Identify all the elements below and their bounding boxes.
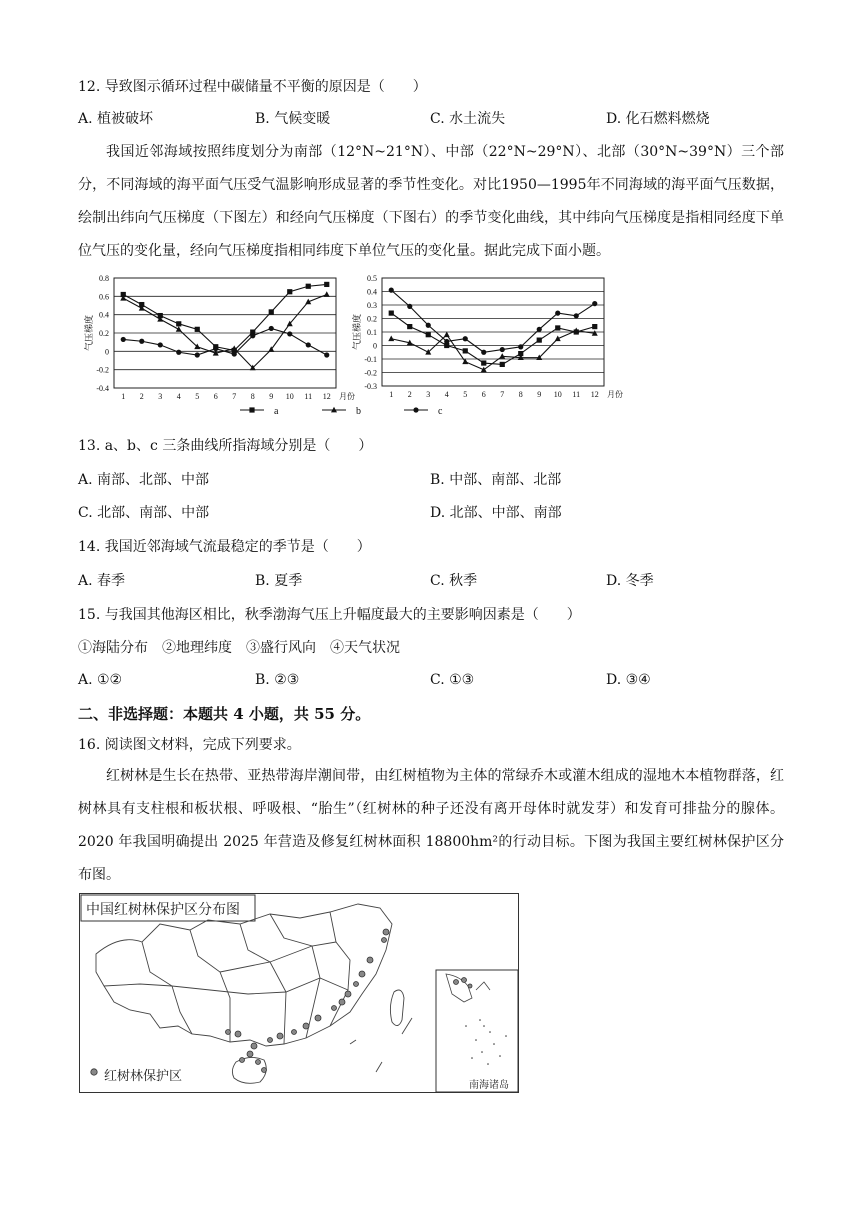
chart-legend	[240, 406, 443, 417]
right-series-c-point	[389, 288, 394, 293]
left-series-c-point	[232, 351, 237, 356]
right-series-a-point	[592, 324, 597, 329]
right-xtick-label: 11	[572, 390, 581, 399]
left-series-c-point	[250, 333, 255, 338]
right-series-c-line	[391, 290, 595, 352]
right-series-a-point	[389, 311, 394, 316]
left-xtick-label: 10	[285, 392, 294, 401]
map-drawing	[80, 894, 518, 1092]
right-xtick-label: 5	[463, 390, 468, 399]
right-ytick-label: -0.3	[364, 382, 377, 391]
left-series-c-point	[287, 331, 292, 336]
left-series-c-point	[269, 326, 274, 331]
left-series-a-point	[324, 282, 329, 287]
q15-option-a: A. ①②	[78, 672, 123, 688]
left-series-c-point	[324, 352, 329, 357]
legend-marker-c	[413, 407, 418, 412]
right-series-a-point	[426, 332, 431, 337]
q14-option-b: B. 夏季	[255, 573, 303, 589]
left-series-a-point	[195, 327, 200, 332]
right-series-c-point	[555, 311, 560, 316]
right-series-b-point	[499, 353, 505, 359]
right-ytick-label: 0.2	[367, 314, 377, 324]
right-series-a-point	[481, 360, 486, 365]
left-xtick-label: 6	[213, 392, 218, 401]
left-xtick-label: 7	[232, 392, 237, 401]
q12-stem: 12. 导致图示循环过程中碳储量不平衡的原因是（ ）	[78, 79, 427, 95]
left-series-a-line	[123, 284, 327, 350]
left-series-a-point	[176, 321, 181, 326]
left-ytick-label: 0.2	[99, 329, 109, 338]
inset-label: 南海诸岛	[469, 1080, 509, 1091]
right-series-c-point	[574, 313, 579, 318]
q13-stem: 13. a、b、c 三条曲线所指海域分别是（ ）	[78, 438, 373, 454]
legend-label-c: c	[438, 406, 443, 417]
left-ytick-label: -0.4	[96, 384, 109, 393]
left-ytick-label: 0.4	[99, 310, 109, 320]
right-series-c-point	[407, 304, 412, 309]
pressure-gradient-charts	[0, 268, 860, 428]
legend-label-b: b	[356, 406, 361, 417]
right-xtick-label: 4	[444, 390, 449, 399]
q15-option-b: B. ②③	[255, 672, 300, 688]
right-series-a-point	[555, 325, 560, 330]
q12-option-d: D. 化石燃料燃烧	[606, 111, 710, 127]
right-xtick-label: 6	[481, 390, 486, 399]
right-series-a-point	[407, 324, 412, 329]
right-ytick-label: -0.1	[364, 355, 377, 364]
province-boundaries	[96, 904, 412, 1083]
zonal-gradient-chart	[83, 274, 355, 401]
q15-option-d: D. ③④	[606, 672, 651, 688]
right-series-c-point	[463, 336, 468, 341]
left-ytick-label: 0.6	[99, 292, 109, 302]
right-ytick-label: 0	[373, 341, 377, 351]
left-ylabel: 气压梯度	[84, 314, 94, 352]
left-series-c-point	[158, 342, 163, 347]
left-series-c-point	[139, 339, 144, 344]
right-xtick-label: 12	[590, 390, 599, 399]
right-ytick-label: 0.1	[367, 328, 377, 337]
left-xtick-label: 5	[195, 392, 200, 401]
q12-option-c: C. 水土流失	[430, 111, 506, 127]
right-series-a-point	[463, 348, 468, 353]
legend-label-a: a	[274, 406, 279, 417]
left-ytick-label: -0.2	[96, 365, 109, 375]
left-xtick-label: 11	[304, 392, 313, 401]
q13-option-a: A. 南部、北部、中部	[78, 472, 210, 488]
right-series-a-point	[537, 338, 542, 343]
left-series-a-point	[306, 284, 311, 289]
left-series-a-point	[287, 289, 292, 294]
q13-option-c: C. 北部、南部、中部	[78, 505, 210, 521]
legend-marker-a	[249, 407, 254, 412]
q15-stem: 15. 与我国其他海区相比，秋季渤海气压上升幅度最大的主要影响因素是（ ）	[78, 607, 581, 623]
left-series-a-point	[269, 309, 274, 314]
right-series-c-point	[426, 323, 431, 328]
right-series-c-point	[481, 350, 486, 355]
q12-option-a: A. 植被破坏	[78, 111, 154, 127]
q14-stem: 14. 我国近邻海域气流最稳定的季节是（ ）	[78, 539, 371, 555]
reserve-markers	[91, 929, 472, 1075]
q15-factors: ①海陆分布 ②地理纬度 ③盛行风向 ④天气状况	[78, 640, 400, 656]
material-paragraph: 我国近邻海域按照纬度划分为南部（12°N~21°N）、中部（22°N~29°N）、北部（30°N~39°N）三个部分，不同海域的海平面气压受气温影响形成显著的季节性变化。对比1950—1995年不同海域的海平面气压数据，绘制出纬向气压梯度（下图左）和经向气压梯度（下图右）的季节变化曲线，其中纬向气压梯度是指相同经度下单位气压的变化量，经向气压梯度指相同纬度下单位气压的变化量。据此完成下面小题。	[78, 144, 784, 259]
q15-option-c: C. ①③	[430, 672, 475, 688]
right-series-c-point	[444, 339, 449, 344]
right-series-a-point	[500, 362, 505, 367]
right-xunit-label: 月份	[607, 390, 623, 399]
left-ytick-label: 0.8	[99, 274, 109, 283]
left-xtick-label: 8	[250, 392, 255, 401]
left-series-b-point	[324, 291, 330, 297]
left-xtick-label: 1	[121, 392, 126, 401]
right-xtick-label: 1	[389, 390, 394, 399]
section-heading: 二、非选择题：本题共 4 小题，共 55 分。	[78, 705, 371, 723]
right-series-a-line	[391, 313, 595, 364]
right-ytick-label: -0.2	[364, 368, 377, 378]
q16-stem: 16. 阅读图文材料，完成下列要求。	[78, 737, 301, 753]
left-xtick-label: 12	[322, 392, 331, 401]
right-xtick-label: 8	[518, 390, 523, 399]
q14-option-d: D. 冬季	[606, 573, 654, 589]
q13-option-b: B. 中部、南部、北部	[430, 472, 562, 488]
left-xtick-label: 2	[139, 392, 144, 401]
inset-frame	[436, 970, 518, 1092]
left-series-c-point	[195, 352, 200, 357]
right-series-b-point	[388, 336, 394, 342]
q16-material: 红树林是生长在热带、亚热带海岸潮间带，由红树植物为主体的常绿乔木或灌木组成的湿地木本植物群落，红树林具有支柱根和板状根、呼吸根、“胎生”（红树林的种子还没有离开母体时就发芽）和发育可排盐分的腺体。2020 年我国明确提出 2025 年营造及修复红树林面积 18800hm²的行动目标。下图为我国主要红树林保护区分布图。	[78, 768, 784, 883]
left-xtick-label: 9	[269, 392, 274, 401]
q14-option-c: C. 秋季	[430, 573, 478, 589]
right-xtick-label: 3	[426, 390, 431, 399]
right-ylabel: 气压梯度	[352, 313, 362, 351]
left-series-c-point	[213, 346, 218, 351]
left-series-b-point	[176, 326, 182, 332]
left-ytick-label: 0	[105, 347, 109, 357]
right-xtick-label: 7	[500, 390, 505, 399]
right-series-c-point	[500, 347, 505, 352]
q12-option-b: B. 气候变暖	[255, 111, 331, 127]
right-ytick-label: 0.5	[367, 274, 377, 283]
mangrove-map	[79, 893, 519, 1093]
left-xtick-label: 3	[158, 392, 163, 401]
right-series-c-point	[518, 344, 523, 349]
right-ytick-label: 0.3	[367, 301, 377, 310]
map-title: 中国红树林保护区分布图	[86, 902, 240, 918]
left-series-b-line	[123, 295, 327, 368]
q14-option-a: A. 春季	[78, 573, 126, 589]
left-xunit-label: 月份	[339, 392, 355, 401]
right-ytick-label: 0.4	[367, 287, 377, 297]
right-xtick-label: 10	[553, 390, 562, 399]
left-series-c-point	[121, 337, 126, 342]
meridional-gradient-chart	[351, 274, 623, 399]
q13-option-d: D. 北部、中部、南部	[430, 505, 562, 521]
right-series-c-point	[537, 327, 542, 332]
right-xtick-label: 2	[407, 390, 412, 399]
left-series-c-point	[306, 342, 311, 347]
left-series-c-point	[176, 350, 181, 355]
map-legend-label: 红树林保护区	[104, 1069, 183, 1084]
left-xtick-label: 4	[176, 392, 181, 401]
right-xtick-label: 9	[537, 390, 542, 399]
right-series-c-point	[592, 301, 597, 306]
